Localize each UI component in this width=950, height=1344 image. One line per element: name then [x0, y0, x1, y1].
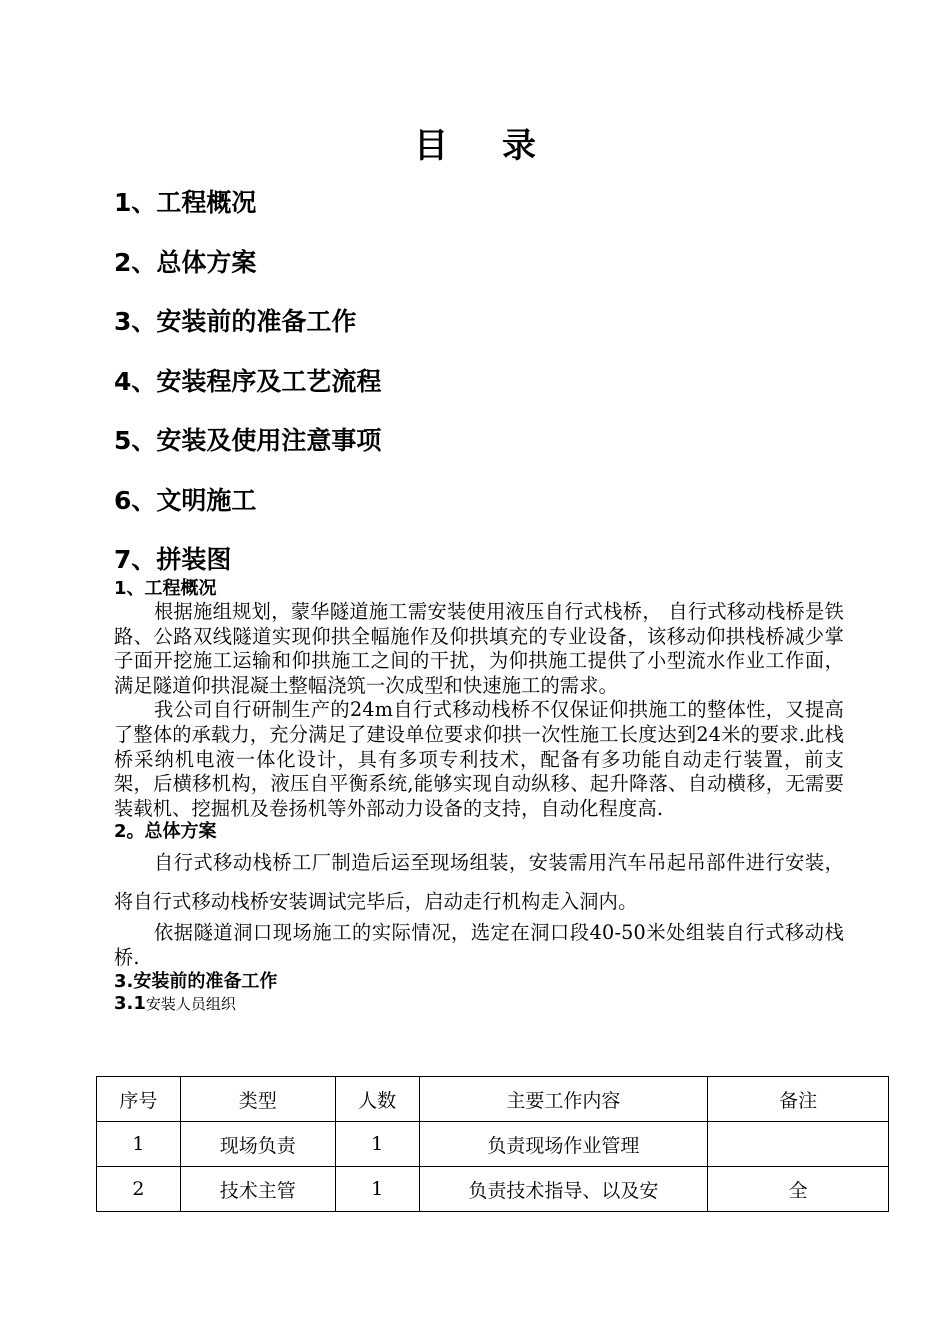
table-row: [97, 1122, 889, 1167]
section-heading-1: 1、工程概况: [114, 578, 217, 599]
header-cell: 类型: [180, 1077, 335, 1122]
personnel-table: [96, 1076, 889, 1212]
paragraph: 自行式移动栈桥工厂制造后运至现场组装，安装需用汽车吊起吊部件进行安装，将自行式移动栈桥安装调试完毕后，启动走行机构走入洞内。: [114, 851, 844, 914]
table-cell: 2: [97, 1167, 181, 1212]
section-heading-2: 2。总体方案: [114, 821, 217, 843]
document-body: [114, 578, 844, 1015]
header-cell: 主要工作内容: [419, 1077, 708, 1122]
table-cell: 全: [708, 1167, 889, 1212]
subsection-heading: [114, 993, 844, 1015]
toc-item: 2、总体方案: [114, 247, 257, 277]
toc-item: 7、拼装图: [114, 545, 232, 574]
table-cell: 1: [335, 1167, 419, 1212]
table-cell: 负责现场作业管理: [419, 1122, 708, 1167]
page-title: 目录: [414, 126, 590, 166]
subsection-label: 安装人员组织: [145, 994, 236, 1013]
header-cell: 序号: [97, 1077, 181, 1122]
table-cell: 技术主管: [180, 1167, 335, 1212]
toc-item: 5、安装及使用注意事项: [114, 426, 382, 455]
table-cell: 1: [335, 1122, 419, 1167]
header-cell: 备注: [708, 1077, 889, 1122]
toc-item: 4、安装程序及工艺流程: [114, 366, 382, 396]
header-cell: 人数: [335, 1077, 419, 1122]
subsection-number: 3.1: [114, 992, 146, 1014]
toc-item: 1、工程概况: [114, 188, 257, 217]
paragraph: 依据隧道洞口现场施工的实际情况，选定在洞口段40-50米处组装自行式移动栈桥.: [114, 921, 844, 969]
table-cell: 1: [97, 1122, 181, 1167]
paragraph: 根据施组规划，蒙华隧道施工需安装使用液压自行式栈桥， 自行式移动栈桥是铁路、公路双线隧道实现仰拱全幅施作及仰拱填充的专业设备，该移动仰拱栈桥减少掌子面开挖施工运输和仰拱施工之间的干扰，为仰拱施工提供了小型流水作业工作面，满足隧道仰拱混凝土整幅浇筑一次成型和快速施工的需求。: [114, 600, 844, 697]
table-header-row: [97, 1077, 889, 1122]
toc-item: 6、文明施工: [114, 485, 257, 515]
table-cell: 负责技术指导、以及安: [419, 1167, 708, 1212]
table-row: [97, 1167, 889, 1212]
toc-item: 3、安装前的准备工作: [114, 307, 357, 336]
table-cell: 现场负责: [180, 1122, 335, 1167]
table-cell: [708, 1122, 889, 1167]
paragraph: 我公司自行研制生产的24m自行式移动栈桥不仅保证仰拱施工的整体性，又提高了整体的承载力，充分满足了建设单位要求仰拱一次性施工长度达到24米的要求.此栈桥采纳机电液一体化设计，具有多项专利技术，配备有多功能自动走行装置，前支架，后横移机构，液压自平衡系统,能够实现自动纵移、起升降落、自动横移，无需要装载机、挖掘机及卷扬机等外部动力设备的支持，自动化程度高.: [114, 698, 844, 820]
section-heading-3: 3.安装前的准备工作: [114, 970, 278, 992]
table-of-contents: [114, 186, 381, 603]
